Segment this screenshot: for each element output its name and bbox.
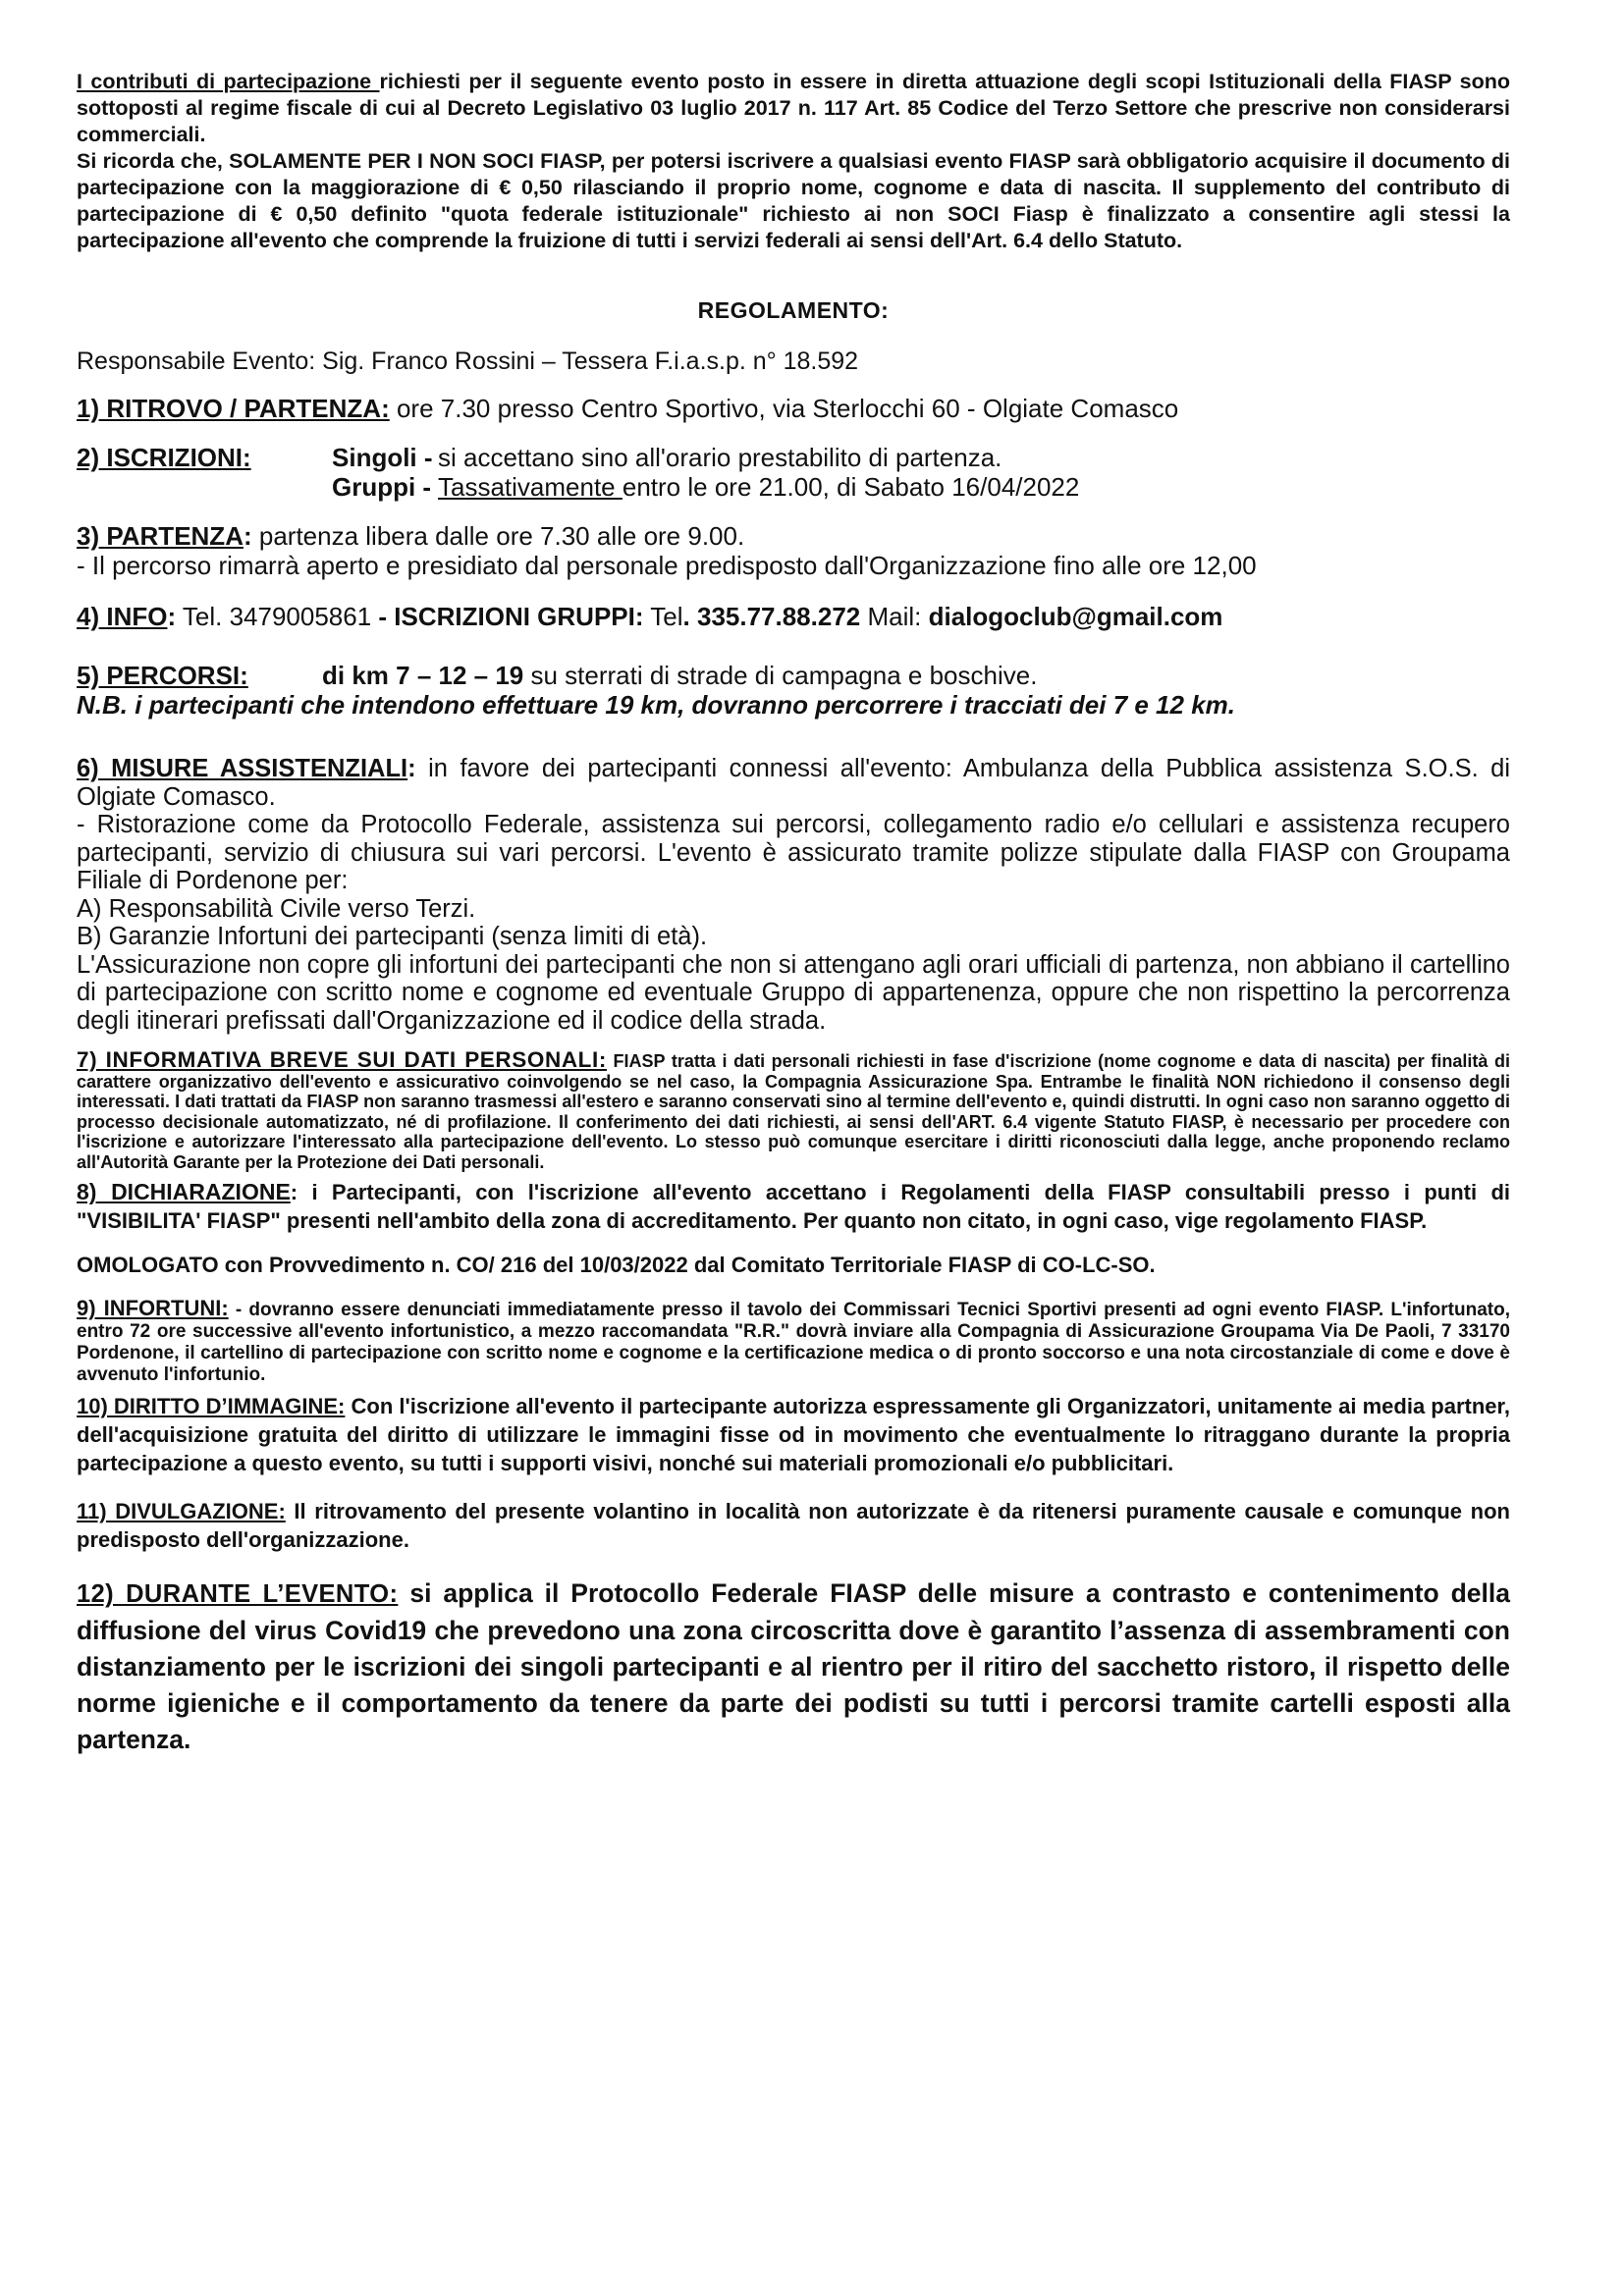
coverage-b: B) Garanzie Infortuni dei partecipanti (senza limiti di età). bbox=[77, 923, 708, 950]
section-partenza-note: - Il percorso rimarrà aperto e presidiato dal personale predisposto dall'Organizzazione fino alle ore 12,00 bbox=[77, 551, 1257, 580]
section-misure: 6) MISURE ASSISTENZIALI: in favore dei partecipanti connessi all'evento: Ambulanza della Pubblica assistenza S.O.S. di Olgiate Comasco. - Ristorazione come da Protocollo Federale, assistenza sui percorsi, collegamento radio e/o cellulari e assistenza recupero partecipanti, servizio di chiusura sui vari percorsi. L'evento è assicurato tramite polizze stipulate dalla FIASP con Groupama Filiale di Pordenone per: A) Responsabilità Civile verso Terzi. B) Garanzie Infortuni dei partecipanti (senza limiti di età). L'Assicurazione non copre gli infortuni dei partecipanti che non si attengano agli orari ufficiali di partenza, non abbiano il cartellino di partecipazione con scritto nome e cognome ed eventuale Gruppo di appartenenza, oppure che non rispettino la percorrenza degli itinerari prefissati dall'Organizzazione ed il codice della strada. bbox=[77, 755, 1510, 1035]
intro-paragraph bbox=[77, 69, 1510, 148]
section-durante-evento-heading: 12) DURANTE L’EVENTO: bbox=[77, 1580, 399, 1608]
section-dichiarazione-heading: 8) DICHIARAZIONE bbox=[77, 1179, 291, 1204]
info-tel: Tel. 3479005861 bbox=[176, 602, 379, 631]
section-infortuni bbox=[77, 1298, 1510, 1386]
section-divulgazione-heading: 11) DIVULGAZIONE: bbox=[77, 1499, 286, 1523]
section-percorsi-heading: 5) PERCORSI: bbox=[77, 661, 248, 690]
document-page bbox=[77, 69, 1510, 1758]
section-dichiarazione bbox=[77, 1178, 1510, 1235]
section-ritrovo bbox=[77, 394, 1510, 423]
intro-lead-underlined: I contributi di partecipazione bbox=[77, 70, 380, 93]
page-title: REGOLAMENTO: bbox=[697, 297, 890, 323]
section-diritto-immagine-text: Con l'iscrizione all'evento il partecipante autorizza espressamente gli Organizzatori, unitamente ai media partner, dell'acquisizione gratuita del diritto di utilizzare le immagini fisse od in movimento che eventualmente lo ritraggano durante la propria partecipazione a questo evento, su tutti i supporti visivi, nonché sui materiali promozionali e/o pubblicitari. bbox=[77, 1394, 1510, 1475]
percorsi-note: N.B. i partecipanti che intendono effettuare 19 km, dovranno percorrere i tracciati dei 7 e 12 km. bbox=[77, 690, 1236, 720]
section-durante-evento-text: si applica il Protocollo Federale FIASP delle misure a contrasto e contenimento della diffusione del virus Covid19 che prevedono una zona circoscritta dove è garantito l’assenza di assembramenti con distanziamento per le iscrizioni dei singoli partecipanti e al rientro per il ritiro del sacchetto ristoro, il rispetto delle norme igieniche e il comportamento da tenere da parte dei podisti su tutti i percorsi tramite cartelli esposti alla partenza. bbox=[77, 1578, 1510, 1754]
section-partenza: 3) PARTENZA: partenza libera dalle ore 7.30 alle ore 9.00. - Il percorso rimarrà aperto e presidiato dal personale predisposto dall'Organizzazione fino alle ore 12,00 bbox=[77, 521, 1510, 580]
percorsi-text: su sterrati di strade di campagna e boschive. bbox=[523, 661, 1038, 690]
section-ritrovo-heading: 1) RITROVO / PARTENZA: bbox=[77, 394, 390, 423]
section-divulgazione-text: Il ritrovamento del presente volantino in località non autorizzate è da ritenersi puramente causale e comunque non predisposto dell'organizzazione. bbox=[77, 1499, 1510, 1552]
event-responsible: Responsabile Evento: Sig. Franco Rossini – Tessera F.i.a.s.p. n° 18.592 bbox=[77, 347, 859, 375]
omologation-note: OMOLOGATO con Provvedimento n. CO/ 216 del 10/03/2022 dal Comitato Territoriale FIASP di CO-LC-SO. bbox=[77, 1253, 1156, 1277]
section-diritto-immagine bbox=[77, 1392, 1510, 1477]
section-misure-assicurazione: L'Assicurazione non copre gli infortuni dei partecipanti che non si attengano agli orari ufficiali di partenza, non abbiano il cartellino di partecipazione con scritto nome e cognome ed eventuale Gruppo di appartenenza, oppure che non rispettino la percorrenza degli itinerari prefissati dall'Organizzazione ed il codice della strada. bbox=[77, 950, 1510, 1035]
mail-address: dialogoclub@gmail.com bbox=[928, 602, 1223, 631]
section-diritto-immagine-heading: 10) DIRITTO D’IMMAGINE: bbox=[77, 1394, 346, 1418]
groups-tel: . 335.77.88.272 bbox=[682, 602, 861, 631]
section-dichiarazione-text: : i Partecipanti, con l'iscrizione all'evento accettano i Regolamenti della FIASP consultabili presso i punti di "VISIBILITA' FIASP" presenti nell'ambito della zona di accreditamento. Per quanto non citato, in ogni caso, vige regolamento FIASP. bbox=[77, 1180, 1510, 1233]
singoli-label: Singoli - bbox=[332, 443, 433, 472]
mail-label: Mail: bbox=[860, 602, 929, 631]
section-misure-heading: 6) MISURE ASSISTENZIALI bbox=[77, 755, 408, 782]
section-info-heading: 4) INFO bbox=[77, 602, 168, 631]
section-iscrizioni-heading: 2) ISCRIZIONI: bbox=[77, 443, 251, 472]
section-divulgazione bbox=[77, 1497, 1510, 1554]
percorsi-km: di km 7 – 12 – 19 bbox=[322, 661, 524, 690]
gruppi-label: Gruppi - bbox=[332, 472, 432, 502]
section-durante-evento bbox=[77, 1575, 1510, 1758]
groups-label: ISCRIZIONI GRUPPI: bbox=[387, 602, 644, 631]
section-misure-text: in favore dei partecipanti connessi all'evento: Ambulanza della Pubblica assistenza S.O.S. di Olgiate Comasco. bbox=[77, 755, 1510, 811]
section-informativa bbox=[77, 1047, 1510, 1172]
singoli-text: si accettano sino all'orario prestabilito di partenza. bbox=[438, 443, 1002, 472]
section-partenza-text: partenza libera dalle ore 7.30 alle ore 9.00. bbox=[251, 521, 745, 551]
section-informativa-heading: 7) INFORMATIVA BREVE SUI DATI PERSONALI: bbox=[77, 1047, 607, 1072]
intro-lead-text: richiesti per il seguente evento posto in essere in diretta attuazione degli scopi Istituzionali della FIASP sono sottoposti al regime fiscale di cui al Decreto Legislativo 03 luglio 2017 n. 117 Art. 85 Codice del Terzo Settore che prescrive non considerarsi commerciali. bbox=[77, 70, 1511, 146]
gruppi-text: entro le ore 21.00, di Sabato 16/04/2022 bbox=[622, 472, 1080, 502]
section-percorsi bbox=[77, 661, 1510, 720]
section-iscrizioni bbox=[77, 443, 1510, 502]
coverage-a: A) Responsabilità Civile verso Terzi. bbox=[77, 894, 476, 923]
section-informativa-text: FIASP tratta i dati personali richiesti in fase d'iscrizione (nome cognome e data di nascita) per finalità di carattere organizzativo dell'evento e assicurativo coinvolgendo se nel caso, la Compagnia Assicurazione Spa. Entrambe le finalità NON richiedono il consenso degli interessati. I dati trattati da FIASP non saranno trasmessi all'estero e saranno conservati sino al termine dell'evento e, quindi distrutti. In ogni caso non saranno oggetto di processo decisionale automatizzato, né di profilazione. Il conferimento dei dati richiesti, ai sensi dell'ART. 6.4 vigente Statuto FIASP, è necessario per procedere con l'iscrizione e autorizzare l'interessato alla partecipazione dell'evento. Lo stesso può comunque esercitare i diritti riconosciuti dalla legge, anche proponendo reclamo all'Autorità Garante per la Protezione dei Dati personali. bbox=[77, 1051, 1510, 1172]
intro-note: Si ricorda che, SOLAMENTE PER I NON SOCI FIASP, per potersi iscrivere a qualsiasi evento FIASP sarà obbligatorio acquisire il documento di partecipazione con la maggiorazione di € 0,50 rilasciando il proprio nome, cognome e data di nascita. Il supplemento del contributo di partecipazione di € 0,50 definito "quota federale istituzionale" richiesto ai non SOCI Fiasp è finalizzato a consentire agli stessi la partecipazione all'evento che comprende la fruizione di tutti i servizi federali ai sensi dell'Art. 6.4 dello Statuto. bbox=[77, 149, 1510, 252]
section-infortuni-text: - dovranno essere denunciati immediatamente presso il tavolo dei Commissari Tecnici Sportivi presenti ad ogni evento FIASP. L'infortunato, entro 72 ore successive all'evento infortunistico, a mezzo raccomandata "R.R." dovrà inviare alla Compagnia di Assicurazione Groupama Via De Paoli, 7 33170 Pordenone, il cartellino di partecipazione con scritto nome e cognome e la certificazione medica o di pronto soccorso e una nota circostanziale di come e dove è avvenuto l'infortunio. bbox=[77, 1300, 1511, 1385]
section-partenza-heading: 3) PARTENZA bbox=[77, 521, 244, 551]
section-infortuni-heading: 9) INFORTUNI: bbox=[77, 1296, 229, 1320]
section-ritrovo-text: ore 7.30 presso Centro Sportivo, via Sterlocchi 60 - Olgiate Comasco bbox=[389, 394, 1179, 423]
gruppi-underlined: Tassativamente bbox=[438, 472, 623, 502]
section-info: 4) INFO: Tel. 3479005861 - ISCRIZIONI GRUPPI: Tel. 335.77.88.272 Mail: dialogoclub@gmail.com bbox=[77, 602, 1223, 631]
section-misure-ristorazione: - Ristorazione come da Protocollo Federale, assistenza sui percorsi, collegamento radio e/o cellulari e assistenza recupero partecipanti, servizio di chiusura sui vari percorsi. L'evento è assicurato tramite polizze stipulate dalla FIASP con Groupama Filiale di Pordenone per: bbox=[77, 811, 1510, 894]
